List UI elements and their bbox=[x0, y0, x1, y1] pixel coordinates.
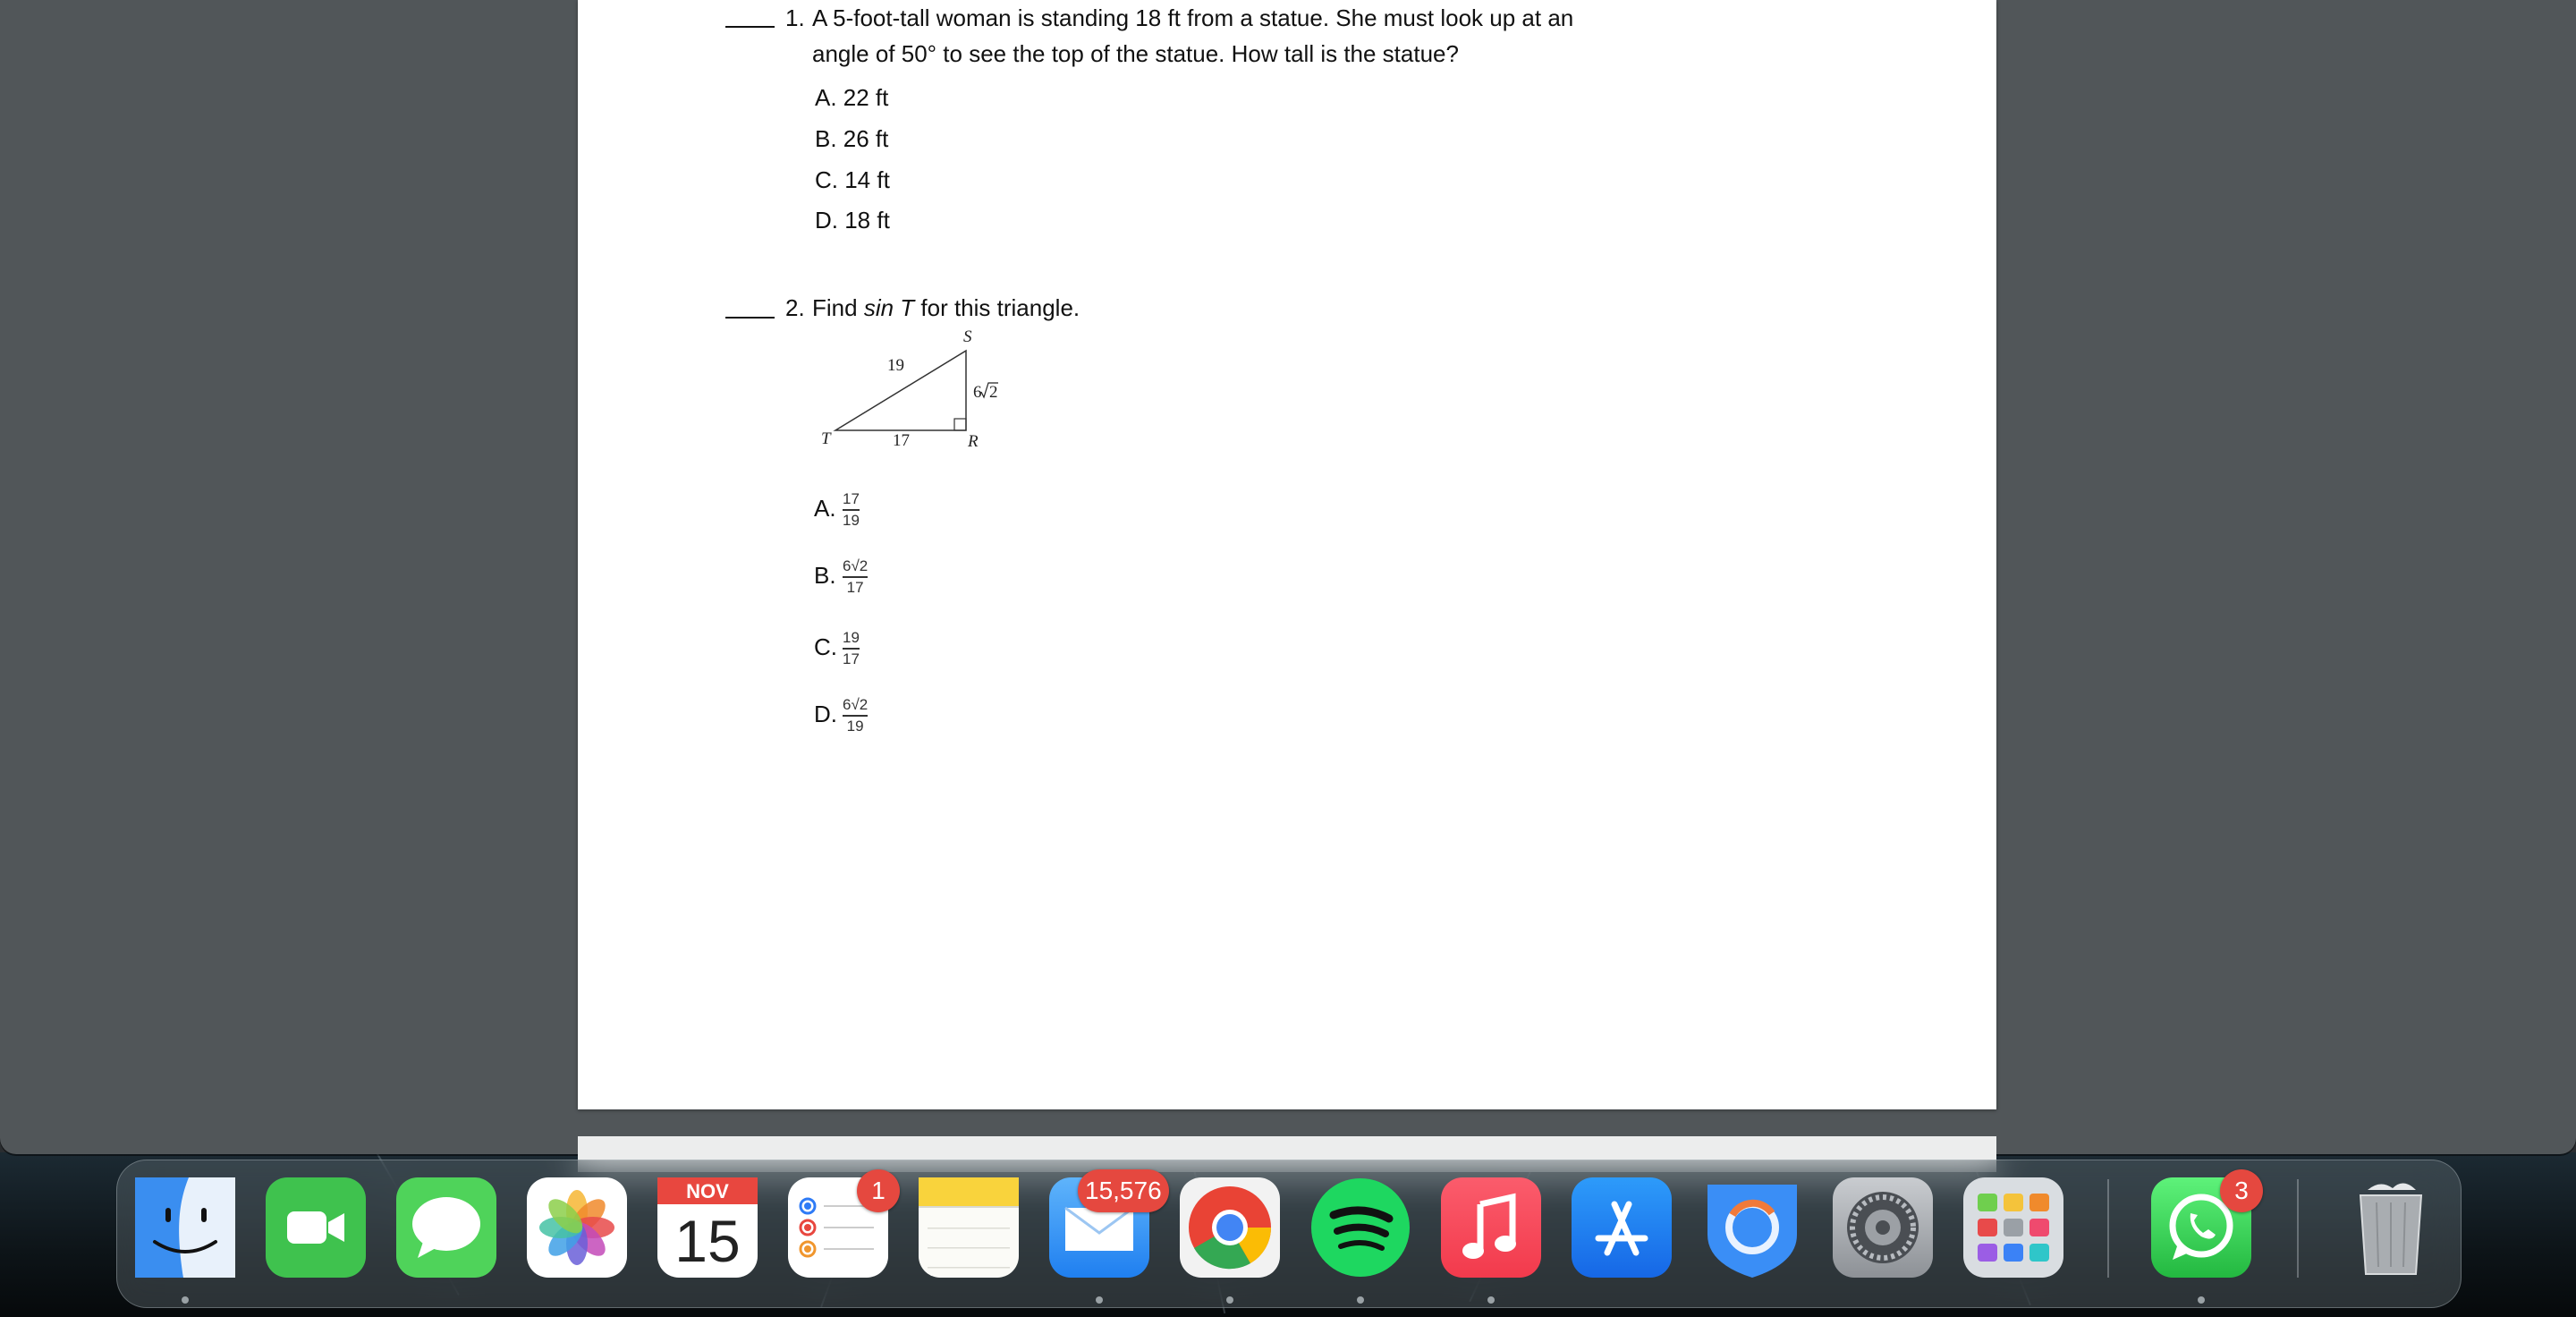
q2-choice-b-letter: B. bbox=[814, 562, 836, 589]
hypotenuse-label: 19 bbox=[887, 356, 904, 375]
notes-icon[interactable] bbox=[919, 1177, 1019, 1278]
finder-icon[interactable] bbox=[135, 1177, 235, 1278]
vertex-r-label: R bbox=[968, 432, 979, 451]
q2-choice-d-letter: D. bbox=[814, 701, 837, 727]
music-running-indicator bbox=[1487, 1296, 1495, 1304]
facetime-icon[interactable] bbox=[266, 1177, 366, 1278]
q2-choice-d-fraction: 6√2 19 bbox=[843, 696, 869, 735]
reminders-badge: 1 bbox=[857, 1169, 900, 1212]
launchpad-icon[interactable] bbox=[1963, 1177, 2063, 1278]
calendar-month: NOV bbox=[657, 1177, 758, 1204]
q2-choice-b-fraction: 6√2 17 bbox=[843, 557, 869, 596]
app-store-icon[interactable] bbox=[1572, 1177, 1672, 1278]
base-label: 17 bbox=[893, 431, 910, 450]
q1-choice-a: A. 22 ft bbox=[815, 84, 889, 111]
whatsapp-badge: 3 bbox=[2220, 1169, 2263, 1212]
messages-icon[interactable] bbox=[396, 1177, 496, 1278]
trash-icon[interactable] bbox=[2341, 1177, 2441, 1278]
q2-choice-c-letter: C. bbox=[814, 633, 837, 660]
right-triangle-diagram bbox=[810, 322, 998, 456]
vertical-side-label bbox=[973, 383, 998, 402]
mail-badge: 15,576 bbox=[1078, 1169, 1169, 1212]
settings-gear-icon[interactable] bbox=[1833, 1177, 1933, 1278]
q2-choice-c-fraction: 19 17 bbox=[843, 629, 860, 667]
calendar-icon[interactable] bbox=[657, 1177, 758, 1278]
chrome-icon[interactable] bbox=[1180, 1177, 1280, 1278]
vertex-s-label: S bbox=[963, 327, 972, 346]
dock-separator-2 bbox=[2297, 1179, 2299, 1278]
spotify-icon[interactable] bbox=[1310, 1177, 1411, 1278]
q1-number: 1. bbox=[785, 4, 805, 31]
q2-choice-a-letter: A. bbox=[814, 495, 836, 522]
photos-icon[interactable] bbox=[527, 1177, 627, 1278]
q2-answer-blank bbox=[725, 317, 775, 319]
q1-choice-c: C. 14 ft bbox=[815, 166, 890, 193]
spotify-running-indicator bbox=[1357, 1296, 1364, 1304]
q1-text-line2: angle of 50° to see the top of the statue. How tall is the statue? bbox=[812, 40, 1459, 67]
music-icon[interactable] bbox=[1441, 1177, 1541, 1278]
dock-separator-1 bbox=[2107, 1179, 2109, 1278]
calendar-day: 15 bbox=[674, 1208, 741, 1274]
q1-choice-d: D. 18 ft bbox=[815, 207, 890, 234]
chrome-running-indicator bbox=[1226, 1296, 1233, 1304]
svg-text:6: 6 bbox=[973, 383, 982, 402]
q2-choice-a-fraction: 17 19 bbox=[843, 490, 860, 529]
q1-answer-blank bbox=[725, 26, 775, 28]
q2-prompt: Find sin T for this triangle. bbox=[812, 294, 1080, 321]
mail-running-indicator bbox=[1096, 1296, 1103, 1304]
q1-text-line1: A 5-foot-tall woman is standing 18 ft from a statue. She must look up at an bbox=[812, 4, 1574, 31]
vertex-t-label: T bbox=[821, 429, 831, 448]
q2-function: sin T bbox=[863, 294, 915, 321]
whatsapp-running-indicator bbox=[2198, 1296, 2205, 1304]
q1-choice-b: B. 26 ft bbox=[815, 125, 889, 152]
svg-text:2: 2 bbox=[989, 383, 998, 402]
document-page bbox=[578, 0, 1996, 1109]
q2-number: 2. bbox=[785, 294, 805, 321]
shield-vpn-icon[interactable] bbox=[1702, 1177, 1802, 1278]
finder-running-indicator bbox=[182, 1296, 189, 1304]
